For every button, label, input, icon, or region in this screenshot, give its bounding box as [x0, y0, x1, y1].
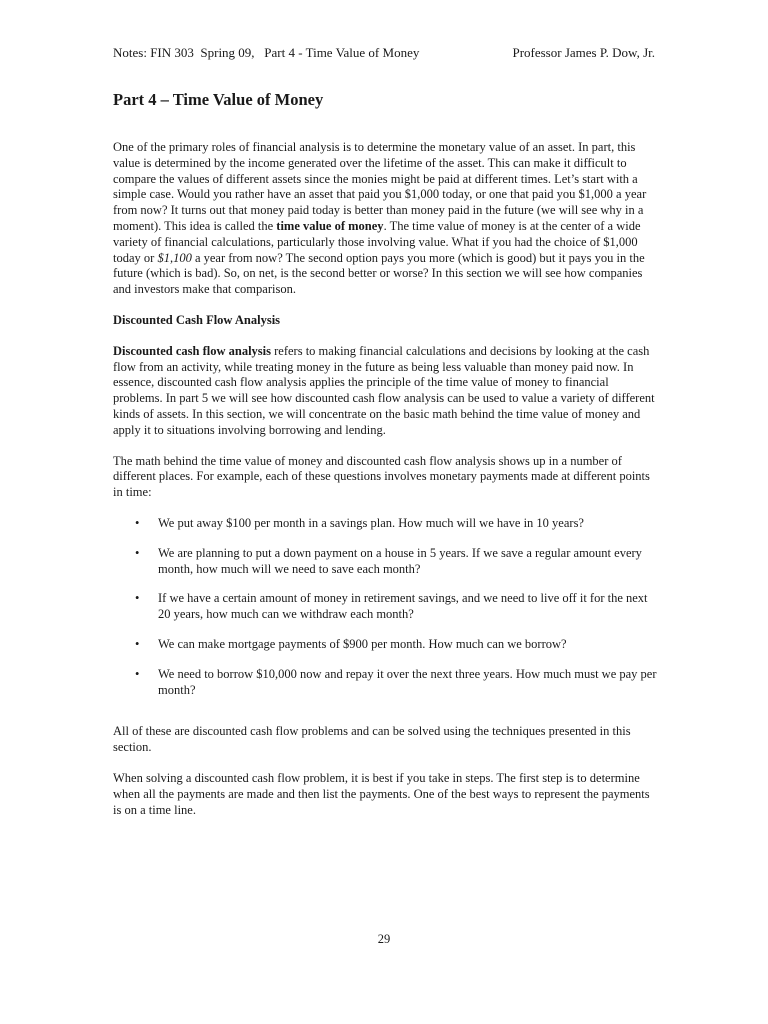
list-item	[113, 546, 658, 578]
list-item-text: We need to borrow $10,000 now and repay it over the next three years. How much must we pay per month?	[158, 666, 657, 697]
bullet-icon: •	[135, 515, 140, 530]
page-title: Part 4 – Time Value of Money	[113, 90, 324, 109]
intro-paragraph	[113, 140, 658, 298]
list-item	[113, 637, 658, 653]
page-number: 29	[377, 932, 391, 946]
bullet-icon: •	[135, 545, 140, 560]
intro-text-2: . The time value of money is at the center of a wide variety of financial calculations, particularly those involving value. What if you had the choice of $1,000 today or	[113, 218, 641, 265]
math-paragraph: The math behind the time value of money and discounted cash flow analysis shows up in a number of different places. For example, each of these questions involves monetary payments made at different points in time:	[113, 453, 650, 500]
closing-paragraph-1: All of these are discounted cash flow problems and can be solved using the techniques presented in this section.	[113, 724, 631, 755]
list-item-text: We can make mortgage payments of $900 per month. How much can we borrow?	[158, 636, 567, 651]
course-header: Notes: FIN 303 Spring 09, Part 4 - Time Value of Money	[113, 45, 420, 60]
dcf-paragraph	[113, 344, 658, 439]
list-item	[113, 591, 658, 623]
italic-amount: $1,100	[157, 250, 192, 265]
page-header	[113, 44, 655, 62]
dcf-text: refers to making financial calculations and decisions by looking at the cash flow from an activity, while treating money in the future as being less valuable than money paid now. In essence, discounted cash flow analysis applies the principle of the time value of money to financial problems. In part 5 we will see how discounted cash flow analysis can be used to value a variety of different kinds of assets. In this section, we will concentrate on the basic math behind the time value of money and apply it to situations involving borrowing and lending.	[113, 343, 655, 437]
bullet-icon: •	[135, 591, 140, 606]
intro-text-3: a year from now? The second option pays you more (which is good) but it pays you in the future (which is bad). So, on net, is the second better or worse? In this section we will see how companies and investors make that comparison.	[113, 250, 645, 297]
intro-text-1: One of the primary roles of financial analysis is to determine the monetary value of an asset. In part, this value is determined by the income generated over the lifetime of the asset. This can make it difficult to compare the values of different assets since the monies might be paid at different times. Let’s start with a simple case. Would you rather have an asset that paid you $1,000 today, or one that paid you $1,000 a year from now? It turns out that money paid today is better than money paid in the future (we will see why in a moment). This idea is called the	[113, 140, 647, 233]
professor-header: Professor James P. Dow, Jr.	[512, 45, 655, 60]
list-item-text: If we have a certain amount of money in retirement savings, and we need to live off it for the next 20 years, how much can we withdraw each month?	[158, 591, 648, 622]
bullet-icon: •	[135, 666, 140, 681]
list-item	[113, 667, 658, 699]
list-item-text: We are planning to put a down payment on a house in 5 years. If we save a regular amount every month, how much will we need to save each month?	[158, 545, 642, 576]
dcf-term: Discounted cash flow analysis	[113, 343, 272, 358]
list-item	[113, 516, 658, 532]
page-content	[113, 90, 658, 833]
section-heading: Discounted Cash Flow Analysis	[113, 312, 281, 327]
closing-paragraph-2: When solving a discounted cash flow problem, it is best if you take in steps. The first step is to determine when all the payments are made and then list the payments. One of the best ways to represent the payments is on a time line.	[113, 770, 650, 817]
time-value-term: time value of money	[276, 218, 384, 233]
question-list	[113, 516, 658, 698]
bullet-icon: •	[135, 636, 140, 651]
list-item-text: We put away $100 per month in a savings plan. How much will we have in 10 years?	[158, 515, 584, 530]
